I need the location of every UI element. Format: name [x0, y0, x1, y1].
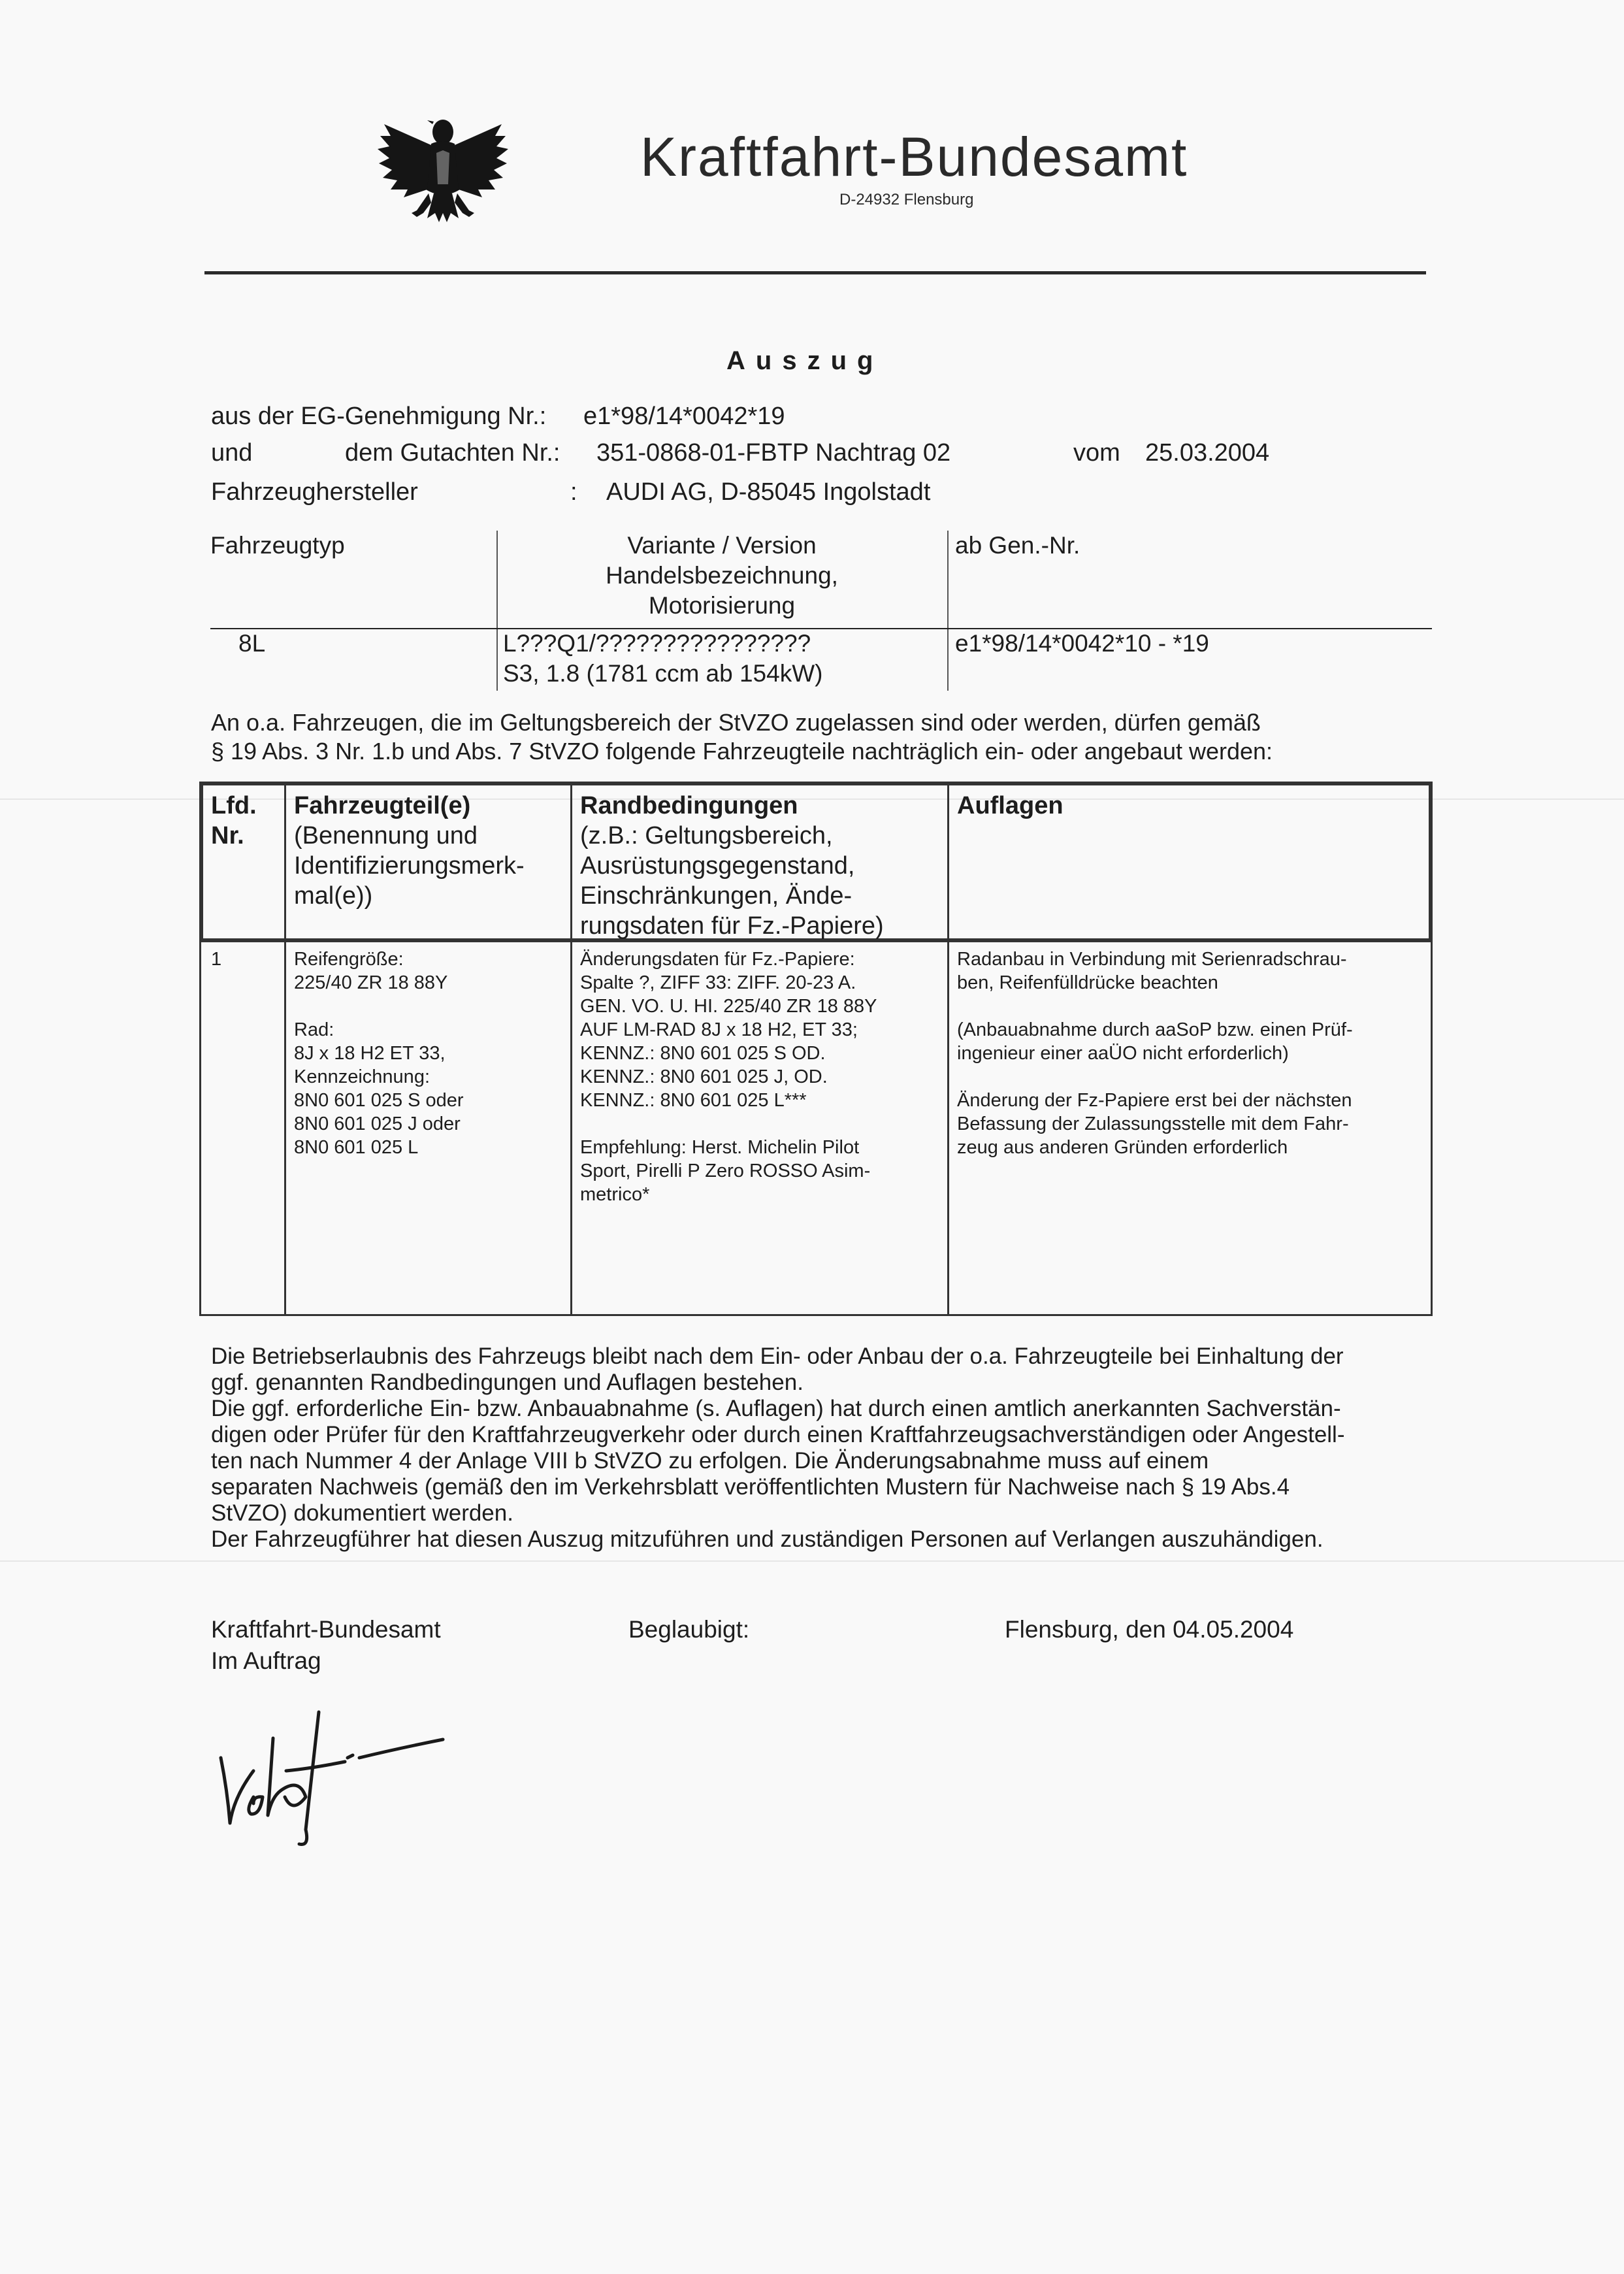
- gutachten-label: dem Gutachten Nr.:: [345, 439, 560, 467]
- header-vehicle-type: Fahrzeugtyp: [210, 532, 345, 559]
- closing-paragraph: [211, 1343, 1439, 1553]
- table-header-rule: [210, 628, 1432, 629]
- header-auflagen: Auflagen: [957, 792, 1064, 819]
- column-divider: [947, 531, 949, 691]
- row-1-fahrzeugteil: Reifengröße: 225/40 ZR 18 88Y Rad: 8J x 18 H2 ET 33, Kennzeichnung: 8N0 601 025 S oder 8N0 601 025 J oder 8N0 601 025 L: [294, 949, 464, 1158]
- closing-line: ggf. genannten Randbedingungen und Auflagen bestehen.: [211, 1370, 804, 1395]
- column-divider: [284, 782, 286, 1316]
- column-divider: [947, 782, 949, 1316]
- closing-line: ten nach Nummer 4 der Anlage VIII b StVZO zu erfolgen. Die Änderungsabnahme muss auf einem: [211, 1448, 1209, 1474]
- row-1-auflagen: Radanbau in Verbindung mit Serienradschrau- ben, Reifenfülldrücke beachten (Anbauabnahme durch aaSoP bzw. einen Prüf- ingenieur einer aaÜO nicht erforderlich) Änderung der Fz-Papiere erst bei der nächsten Befassung der Zulassungsstelle mit dem Fahr- zeug aus anderen Gründen erforderlich: [957, 949, 1353, 1158]
- gutachten-prefix: und: [211, 439, 253, 467]
- certified-label: Beglaubigt:: [628, 1616, 750, 1643]
- header-frame: [1429, 782, 1433, 942]
- place-and-date: Flensburg, den 04.05.2004: [1005, 1616, 1294, 1643]
- authority-title: Kraftfahrt-Bundesamt: [640, 126, 1188, 188]
- intro-line: An o.a. Fahrzeugen, die im Geltungsbereich der StVZO zugelassen sind oder werden, dürfen gemäß: [211, 709, 1261, 736]
- manufacturer-colon: :: [570, 478, 577, 506]
- intro-line: § 19 Abs. 3 Nr. 1.b und Abs. 7 StVZO folgende Fahrzeugteile nachträglich ein- oder angebaut werden:: [211, 738, 1273, 765]
- document-title: Auszug: [726, 346, 884, 375]
- row-1-randbedingungen: Änderungsdaten für Fz.-Papiere: Spalte ?, ZIFF 33: ZIFF. 20-23 A. GEN. VO. U. HI. 225/40 ZR 18 88Y AUF LM-RAD 8J x 18 H2, ET 33; KENNZ.: 8N0 601 025 S OD. KENNZ.: 8N0 601 025 J, OD. KENNZ.: 8N0 601 025 L*** Empfehlung: Herst. Michelin Pilot Sport, Pirelli P Zero ROSSO Asim- metrico*: [580, 949, 877, 1205]
- variant-code: L???Q1/????????????????: [503, 630, 811, 657]
- header-frame: [199, 782, 203, 942]
- approval-line-gutachten: [211, 439, 1452, 470]
- paper-fold-line: [0, 1560, 1624, 1562]
- header-randbedingungen: [580, 791, 946, 941]
- closing-line: StVZO) dokumentiert werden.: [211, 1500, 513, 1526]
- header-randbedingungen-desc: (z.B.: Geltungsbereich, Ausrüstungsgegenstand, Einschränkungen, Ände- rungsdaten für Fz.-Papiere): [580, 822, 884, 940]
- header-divider: [204, 271, 1426, 274]
- signature-on-behalf: Im Auftrag: [211, 1647, 321, 1674]
- parts-table: [199, 782, 1433, 1316]
- approval-line-manufacturer: [211, 478, 1452, 510]
- gutachten-date-label: vom: [1073, 439, 1120, 467]
- row-1-number: 1: [211, 949, 222, 970]
- table-border: [199, 1314, 1433, 1316]
- closing-line: digen oder Prüfer für den Kraftfahrzeugverkehr oder durch einen Kraftfahrzeugsachverständigen oder Angestell-: [211, 1422, 1345, 1447]
- vehicle-type-table: [210, 531, 1432, 691]
- intro-paragraph: [211, 708, 1439, 766]
- header-randbedingungen-title: Randbedingungen: [580, 792, 798, 819]
- header-frame: [199, 782, 1433, 785]
- closing-line: Die Betriebserlaubnis des Fahrzeugs bleibt nach dem Ein- oder Anbau der o.a. Fahrzeugteile bei Einhaltung der: [211, 1343, 1344, 1369]
- eg-approval-label: aus der EG-Genehmigung Nr.:: [211, 403, 547, 430]
- header-lfd-nr: Lfd. Nr.: [211, 792, 257, 849]
- header-variant-version: Variante / Version Handelsbezeichnung, Motorisierung: [606, 532, 838, 619]
- signature-authority: Kraftfahrt-Bundesamt: [211, 1616, 441, 1643]
- gutachten-number: 351-0868-01-FBTP Nachtrag 02: [596, 439, 951, 467]
- closing-line: Der Fahrzeugführer hat diesen Auszug mitzuführen und zuständigen Personen auf Verlangen auszuhändigen.: [211, 1526, 1324, 1552]
- closing-line: separaten Nachweis (gemäß den im Verkehrsblatt veröffentlichten Mustern für Nachweise nach § 19 Abs.4: [211, 1474, 1290, 1500]
- header-fahrzeugteil-title: Fahrzeugteil(e): [294, 792, 471, 819]
- manufacturer-label: Fahrzeughersteller: [211, 478, 418, 506]
- eg-approval-number: e1*98/14*0042*19: [583, 403, 785, 430]
- gen-nr-range: e1*98/14*0042*10 - *19: [955, 630, 1209, 657]
- federal-eagle-icon: [371, 98, 515, 235]
- authority-address: D-24932 Flensburg: [839, 191, 974, 208]
- header-gen-nr: ab Gen.-Nr.: [955, 532, 1080, 559]
- header-fahrzeugteil: [294, 791, 568, 911]
- closing-line: Die ggf. erforderliche Ein- bzw. Anbauabnahme (s. Auflagen) hat durch einen amtlich anerkannten Sachverstän-: [211, 1396, 1341, 1421]
- gutachten-date: 25.03.2004: [1145, 439, 1270, 467]
- vehicle-type-value: 8L: [238, 630, 266, 657]
- variant-engine: S3, 1.8 (1781 ccm ab 154kW): [503, 660, 823, 687]
- manufacturer-value: AUDI AG, D-85045 Ingolstadt: [606, 478, 931, 506]
- header-fahrzeugteil-desc: (Benennung und Identifizierungsmerk- mal(e)): [294, 822, 525, 910]
- handwritten-signature: [208, 1699, 456, 1849]
- column-divider: [570, 782, 572, 1316]
- approval-line-eg: [211, 403, 1452, 434]
